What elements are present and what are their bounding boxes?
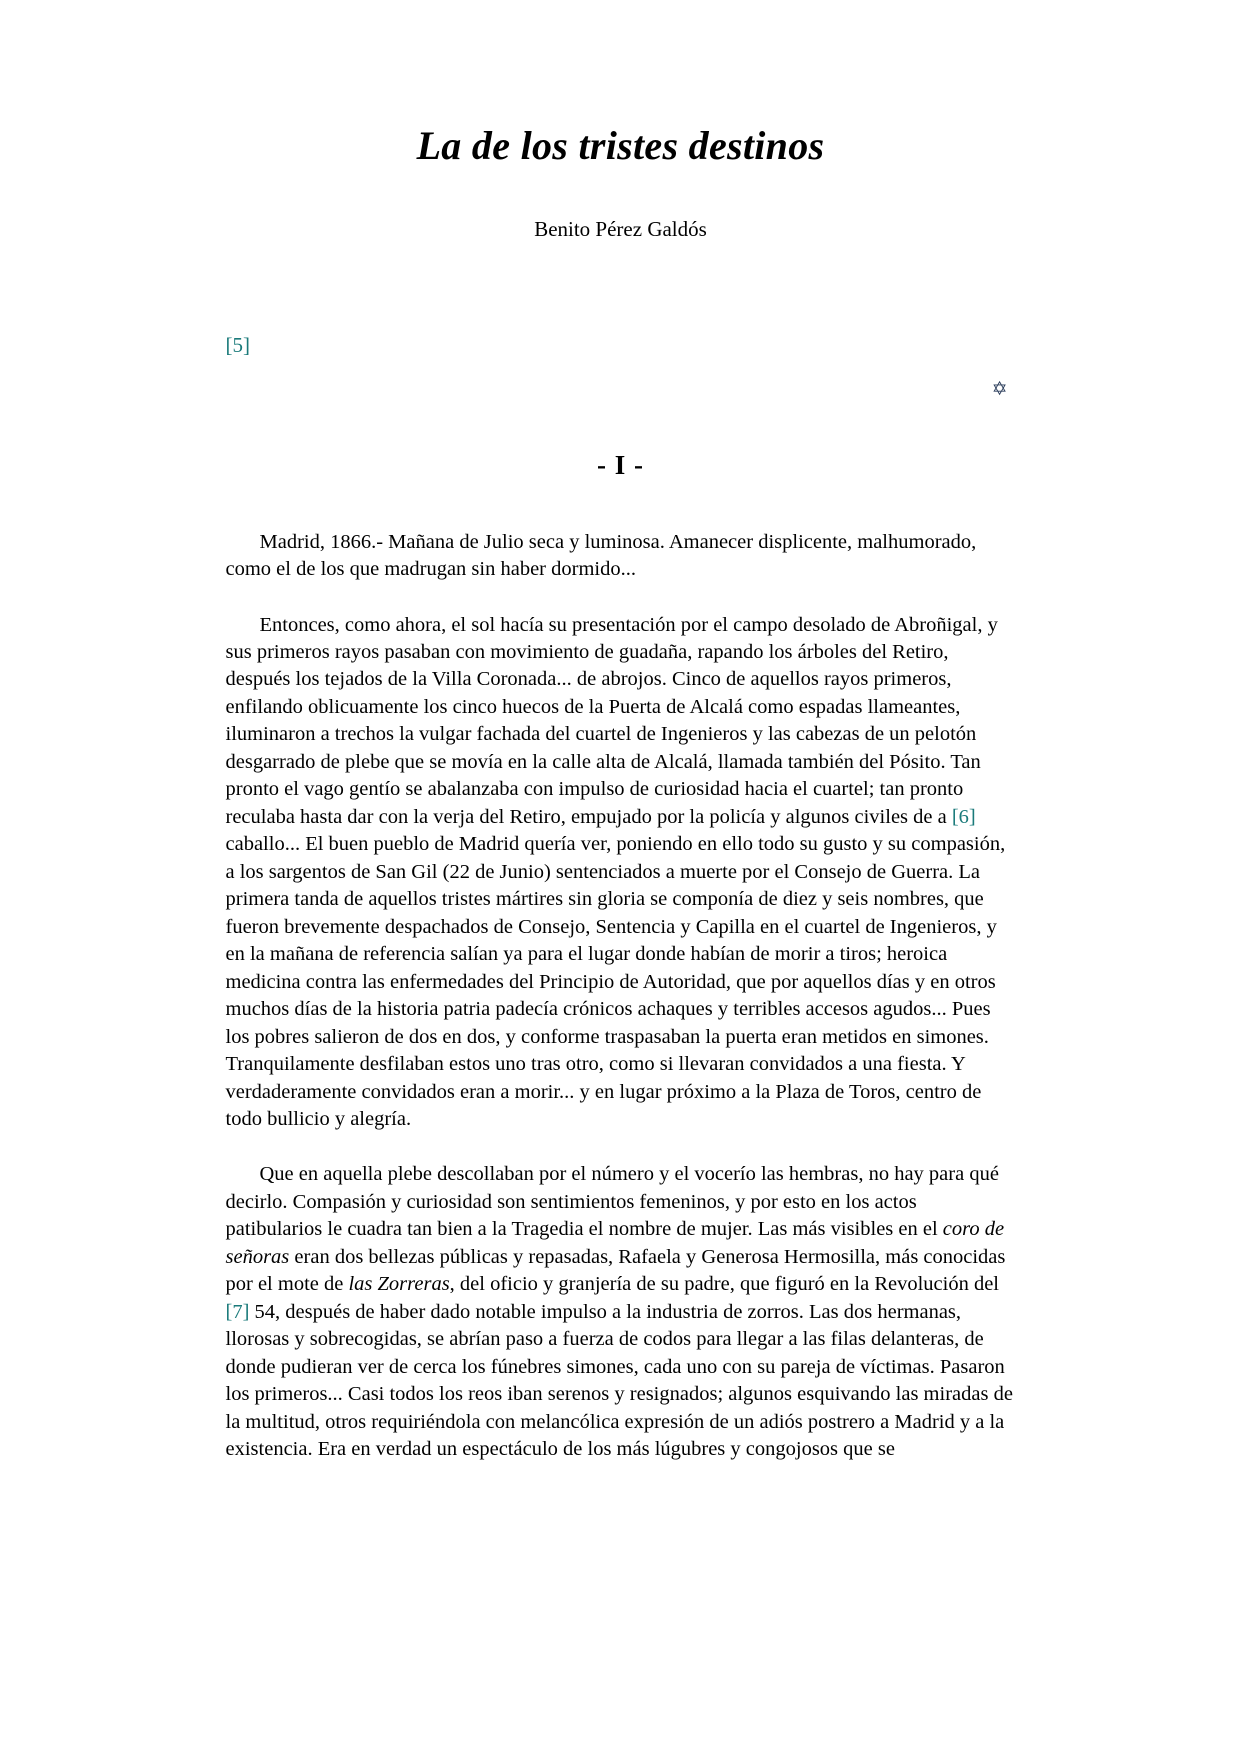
paragraph-2 [226,584,1016,1134]
paragraph-3-emphasis-2: las Zorreras [348,1273,450,1296]
paragraph-1-text: Madrid, 1866.- Mañana de Julio seca y luminosa. Amanecer displicente, malhumorado, como el de los que madrugan sin haber dormido... [225,530,977,581]
section-heading: - I - [597,449,644,480]
paragraph-3 [226,1133,1016,1463]
paragraph-3-text-part-2: eran dos bellezas públicas y repasadas, Rafaela y Generosa Hermosilla, más conocidas por el mote de [225,1245,1006,1296]
paragraph-2-text-part-2: caballo... El buen pueblo de Madrid quería ver, poniendo en ello todo su gusto y su compasión, a los sargentos de San Gil (22 de Junio) sentenciados a muerte por el Consejo de Guerra. La primera tanda de aquellos tristes mártires sin gloria se componía de diez y seis nombres, que fueron brevemente despachados de Consejo, Sentencia y Capilla en el cuartel de Ingenieros, y en la mañana de referencia salían ya para el lugar donde habían de morir a tiros; heroica medicina contra las enfermedades del Principio de Autoridad, que por aquellos días y en otros muchos días de la historia patria padecía crónicos achaques y terribles accesos agudos... Pues los pobres salieron de dos en dos, y conforme traspasaban la puerta eran metidos en simones. Tranquilamente desfilaban estos uno tras otro, como si llevaran convidados a una fiesta. Y verdaderamente convidados eran a morir... y en lugar próximo a la Plaza de Toros, centro de todo bullicio y alegría. [225,833,1006,1130]
document-author: Benito Pérez Galdós [534,217,707,241]
page-title: La de los tristes destinos [416,123,825,168]
paragraph-2-text-part-1: Entonces, como ahora, el sol hacía su presentación por el campo desolado de Abroñigal, y sus primeros rayos pasaban con movimiento de guadaña, rapando los árboles del Retiro, después los tejados de la Villa Coronada... de abrojos. Cinco de aquellos rayos primeros, enfilando oblicuamente los cinco huecos de la Puerta de Alcalá como espadas llameantes, iluminaron a trechos la vulgar fachada del cuartel de Ingenieros y las cabezas de un pelotón desgarrado de plebe que se movía en la calle alta de Alcalá, llamada también del Pósito. Tan pronto el vago gentío se abalanzaba con impulso de curiosidad hacia el cuartel; tan pronto reculaba hasta dar con la verja del Retiro, empujado por la policía y algunos civiles de a [225,613,998,828]
page-marker-block [226,243,1016,359]
paragraph-3-emphasis-1: coro de señoras [225,1218,1005,1268]
page-marker-7-link[interactable]: [7] [225,1300,250,1323]
paragraph-3-text-part-1: Que en aquella plebe descollaban por el número y el vocerío las hembras, no hay para qué decirlo. Compasión y curiosidad son sentimientos femeninos, y por esto en los actos patibularios le cuadra tan bien a la Tragedia el nombre de mujer. Las más visibles en el [225,1163,999,1241]
page-marker-5-link[interactable]: [5] [225,333,250,358]
six-pointed-star-icon: ✡ [991,378,1008,400]
paragraph-3-text-part-3: , del oficio y granjería de su padre, que figuró en la Revolución del [449,1273,999,1296]
ornament-row [226,360,1016,414]
document-content [226,0,1016,1464]
paragraph-1 [226,481,1016,584]
paragraph-3-text-part-4: 54, después de haber dado notable impulso a la industria de zorros. Las dos hermanas, llorosas y sobrecogidas, se abrían paso a fuerza de codos para llegar a las filas delanteras, de donde pudieran ver de cerca los fúnebres simones, cada uno con su pareja de víctimas. Pasaron los primeros... Casi todos los reos iban serenos y resignados; algunos esquivando las miradas de la multitud, otros requiriéndola con melancólica expresión de un adiós postrero a Madrid y a la existencia. Era en verdad un espectáculo de los más lúgubres y congojosos que se [225,1300,1013,1461]
page-marker-6-link[interactable]: [6] [951,805,976,828]
